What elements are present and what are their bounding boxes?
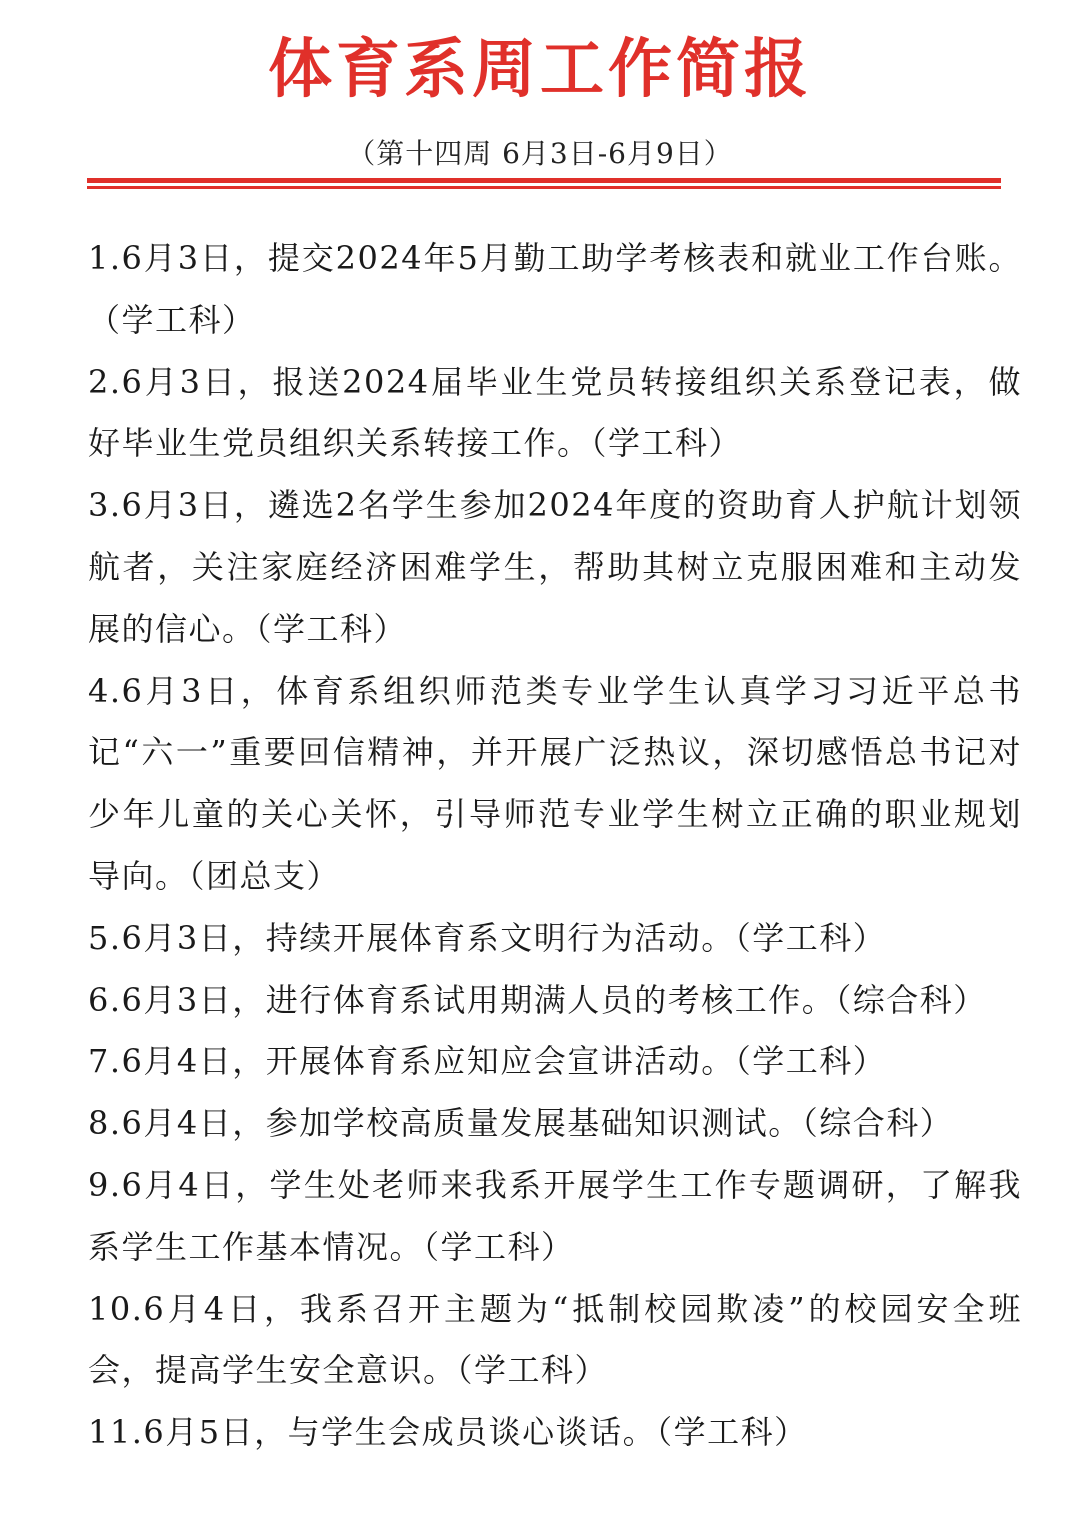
work-item-9: 9.6月4日，学生处老师来我系开展学生工作专题调研，了解我系学生工作基本情况。（学工科） xyxy=(88,1165,1022,1266)
work-item-3: 3.6月3日，遴选2名学生参加2024年度的资助育人护航计划领航者，关注家庭经济困难学生，帮助其树立克服困难和主动发展的信心。（学工科） xyxy=(88,486,1022,648)
week-subtitle: （第十四周 6月3日-6月9日） xyxy=(347,137,733,170)
work-item-4: 4.6月3日，体育系组织师范类专业学生认真学习习近平总书记“六一”重要回信精神，并开展广泛热议，深切感悟总书记对少年儿童的关心关怀，引导师范专业学生树立正确的职业规划导向。（团总支） xyxy=(88,671,1022,895)
work-item-2: 2.6月3日，报送2024届毕业生党员转接组织关系登记表，做好毕业生党员组织关系转接工作。（学工科） xyxy=(88,362,1022,463)
work-item-5: 5.6月3日，持续开展体育系文明行为活动。（学工科） xyxy=(88,918,887,957)
title-divider-thick xyxy=(87,178,1001,183)
page-title: 体育系周工作简报 xyxy=(268,32,812,107)
work-item-8: 8.6月4日，参加学校高质量发展基础知识测试。（综合科） xyxy=(88,1104,954,1143)
work-item-6: 6.6月3日，进行体育系试用期满人员的考核工作。（综合科） xyxy=(88,980,987,1019)
work-item-1: 1.6月3日，提交2024年5月勤工助学考核表和就业工作台账。（学工科） xyxy=(88,239,1022,339)
work-item-11: 11.6月5日，与学生会成员谈心谈话。（学工科） xyxy=(88,1413,808,1452)
work-item-7: 7.6月4日，开展体育系应知应会宣讲活动。（学工科） xyxy=(88,1042,887,1081)
work-item-10: 10.6月4日，我系召开主题为“抵制校园欺凌”的校园安全班会，提高学生安全意识。（学工科） xyxy=(88,1289,1022,1390)
work-item-list xyxy=(88,228,1022,1464)
title-divider-thin xyxy=(87,186,1001,189)
